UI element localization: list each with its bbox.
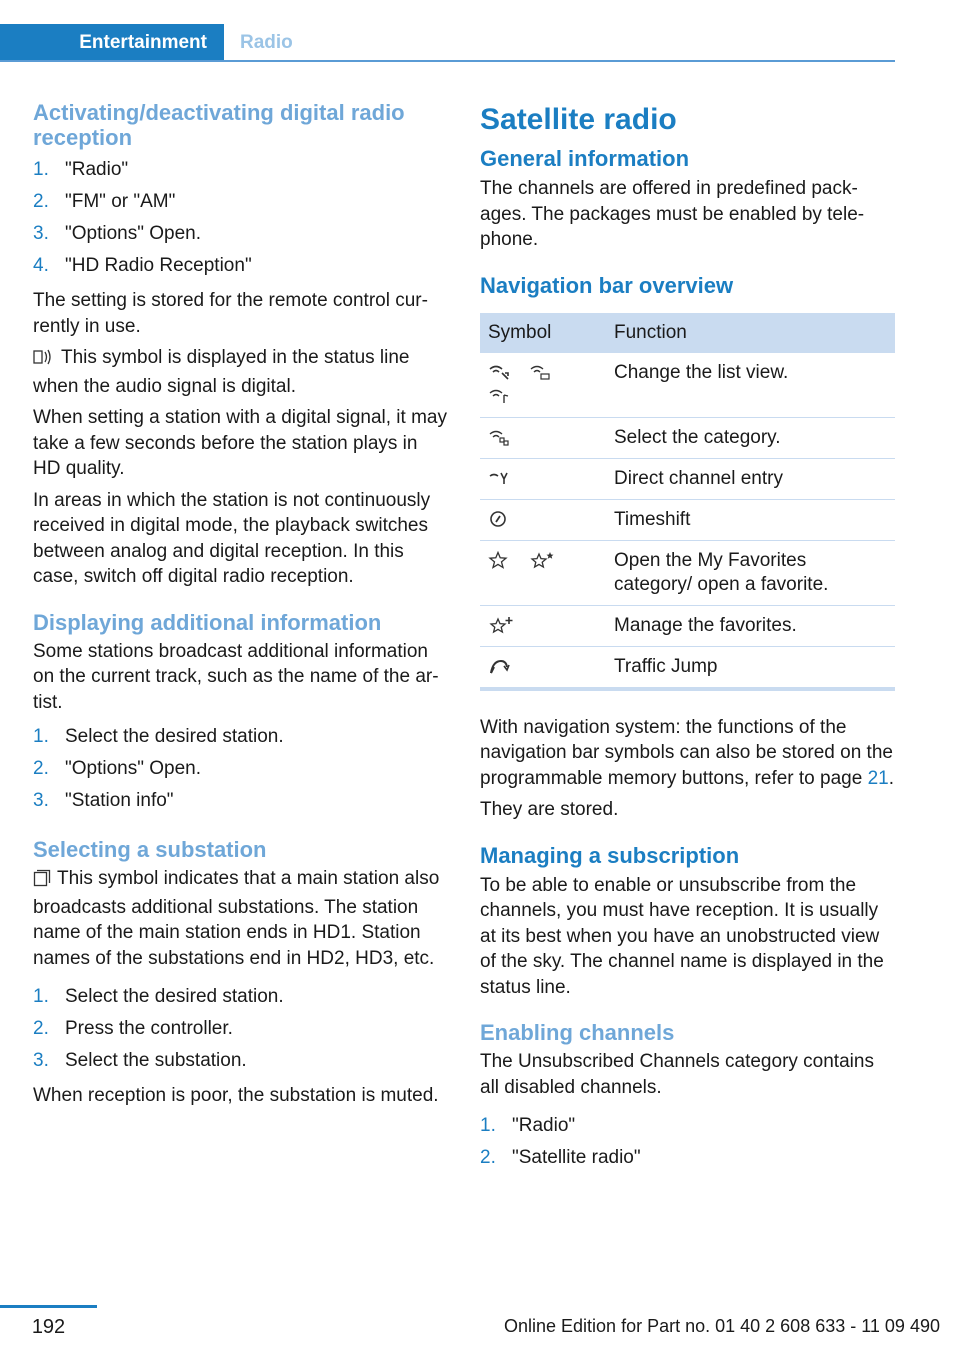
list-item: [33, 154, 449, 186]
steps-substation: [33, 981, 449, 1077]
paragraph-text: .: [888, 767, 894, 789]
paragraph: When setting a station with a digital signal, it may take a few seconds before the station plays in HD quality.: [33, 407, 447, 479]
star-favorite-icon: [529, 551, 555, 569]
function-cell: Traffic Jump: [606, 646, 895, 689]
step-text: "Radio": [512, 1115, 576, 1136]
list-item: [33, 186, 449, 218]
step-text: "FM" or "AM": [65, 191, 176, 212]
step-number: 1.: [33, 726, 49, 747]
step-text: Press the controller.: [65, 1018, 233, 1039]
page-header: [0, 24, 895, 62]
step-text: Select the desired station.: [65, 986, 284, 1007]
heading-additional-info: Displaying additional information: [33, 609, 382, 635]
paragraph: When reception is poor, the substation is muted.: [33, 1085, 439, 1106]
paragraph-text: With navigation system: the functions of the navigation bar symbols can also be stored on the programmable memory buttons, refer to page: [480, 716, 893, 789]
function-cell: Direct channel entry: [606, 458, 895, 499]
step-text: "Satellite radio": [512, 1147, 641, 1168]
function-cell: Change the list view.: [606, 353, 895, 418]
column-header-function: Function: [606, 313, 895, 353]
table-row: [480, 540, 895, 605]
paragraph-substation-symbol: [33, 866, 449, 971]
symbol-cell: [480, 417, 606, 458]
list-item: [33, 1013, 449, 1045]
step-number: 4.: [33, 255, 49, 276]
list-item: [480, 1142, 896, 1174]
paragraph: To be able to enable or unsubscribe from the channels, you must have reception. It is usually at its best when you have an unobstructed view of the sky. The channel name is displayed in the status line.: [480, 874, 884, 998]
paragraph: The channels are offered in predefined pack-ages. The packages must be enabled by tele-phone.: [480, 178, 865, 250]
tab-entertainment[interactable]: Entertainment: [0, 24, 224, 62]
paragraph: In areas in which the station is not continuously received in digital mode, the playback switches between analog and digital reception. In this case, switch off digital radio reception.: [33, 489, 431, 587]
paragraph-text: This symbol is displayed in the status line when the audio signal is digital.: [33, 347, 410, 397]
list-view-icon: [488, 363, 510, 381]
traffic-jump-icon: [488, 657, 510, 675]
star-icon: [488, 551, 510, 569]
timeshift-icon: [488, 510, 510, 528]
heading-digital-reception: Activating/deactivating digital radio reception: [33, 100, 405, 150]
symbol-cell: [480, 540, 606, 605]
symbol-cell: [480, 353, 606, 418]
left-column: [33, 100, 449, 1115]
step-text: Select the substation.: [65, 1050, 247, 1071]
heading-substation: Selecting a substation: [33, 837, 267, 862]
paragraph: The setting is stored for the remote control cur-rently in use.: [33, 290, 428, 337]
step-number: 1.: [33, 159, 49, 180]
paragraph: Some stations broadcast additional information on the current track, such as the name of the ar-tist.: [33, 640, 439, 713]
tab-radio[interactable]: Radio: [240, 32, 293, 53]
function-cell: Open the My Favorites category/ open a favorite.: [606, 540, 895, 605]
category-icon: [488, 428, 510, 446]
symbol-cell: [480, 458, 606, 499]
symbol-cell: [480, 605, 606, 646]
list-view-alt-icon: [529, 363, 551, 381]
heading-general-info: General information: [480, 146, 690, 171]
page-title: Satellite radio: [480, 103, 677, 136]
step-number: 3.: [33, 1050, 49, 1071]
symbol-cell: [480, 499, 606, 540]
symbol-cell: [480, 646, 606, 689]
step-number: 2.: [33, 191, 49, 212]
list-item: [33, 1045, 449, 1077]
heading-enabling-channels: Enabling channels: [480, 1020, 675, 1045]
header-rule: [0, 60, 895, 62]
list-item: [480, 1110, 896, 1142]
function-cell: Manage the favorites.: [606, 605, 895, 646]
steps-additional-info: [33, 721, 449, 817]
step-number: 1.: [480, 1115, 496, 1136]
right-column: [480, 100, 896, 1180]
navbar-table: [480, 313, 895, 691]
page-link[interactable]: 21: [867, 767, 889, 789]
list-item: [33, 721, 449, 753]
step-number: 2.: [480, 1147, 496, 1168]
steps-digital-reception: [33, 154, 449, 282]
hd-digital-icon: [33, 348, 55, 374]
step-number: 3.: [33, 223, 49, 244]
column-header-symbol: Symbol: [480, 313, 606, 353]
direct-entry-icon: [488, 469, 510, 487]
list-item: [33, 218, 449, 250]
step-number: 2.: [33, 1018, 49, 1039]
table-row: [480, 458, 895, 499]
list-item: [33, 250, 449, 282]
star-manage-icon: [488, 616, 514, 634]
step-text: "Radio": [65, 159, 129, 180]
table-row: [480, 499, 895, 540]
table-row: [480, 353, 895, 418]
list-item: [33, 981, 449, 1013]
steps-enabling: [480, 1110, 896, 1174]
step-text: "Options" Open.: [65, 758, 202, 779]
table-row: [480, 605, 895, 646]
step-text: "Options" Open.: [65, 223, 202, 244]
list-item: [33, 753, 449, 785]
step-text: Select the desired station.: [65, 726, 284, 747]
table-row: [480, 417, 895, 458]
page-number: 192: [31, 1316, 66, 1338]
step-number: 2.: [33, 758, 49, 779]
list-item: [33, 785, 449, 817]
paragraph: They are stored.: [480, 799, 619, 820]
paragraph-text: This symbol indicates that a main station also broadcasts additional substations. The station name of the main station ends in HD1. Station names of the substations end in HD2, HD3, etc.: [33, 868, 440, 969]
heading-subscription: Managing a subscription: [480, 842, 740, 868]
footer-rule: [0, 1305, 97, 1308]
step-text: "Station info": [65, 790, 174, 811]
function-cell: Timeshift: [606, 499, 895, 540]
paragraph-nav-system: [480, 715, 896, 792]
step-text: "HD Radio Reception": [65, 255, 252, 276]
paragraph-hd-symbol: [33, 345, 449, 399]
list-view-note-icon: [488, 387, 510, 405]
substation-icon: [33, 869, 51, 895]
edition-note: Online Edition for Part no. 01 40 2 608 633 - 11 09 490: [504, 1316, 940, 1336]
table-header-row: [480, 313, 895, 353]
step-number: 1.: [33, 986, 49, 1007]
step-number: 3.: [33, 790, 49, 811]
table-row: [480, 646, 895, 689]
paragraph: The Unsubscribed Channels category contains all disabled channels.: [480, 1051, 874, 1098]
function-cell: Select the category.: [606, 417, 895, 458]
heading-navbar-overview: Navigation bar overview: [480, 272, 734, 298]
